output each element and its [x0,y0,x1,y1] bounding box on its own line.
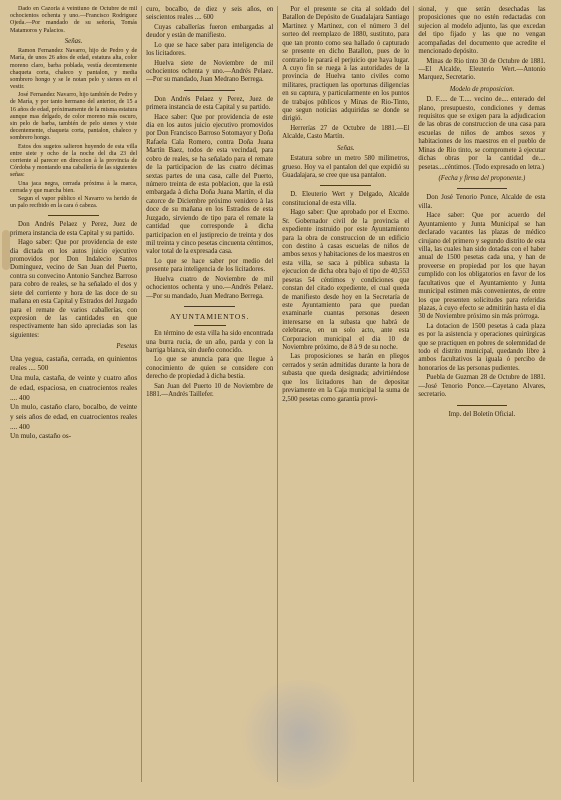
margin-mark [2,230,10,270]
notice-heading: D. Eleuterio Wert y Delgado, Alcalde constitucional de esta villa. [282,191,410,207]
items-list [10,355,137,442]
notice-body: La dotacion de 1500 pesetas à cada plaza es por la asistencia y operaciones quirúrgicas que se practiquen en pobres de solemnidad de todo el distrito municipal, quedando libre à ambos facultativos la iguala ó percibo de honorarios de las personas pudientes. [418,322,546,372]
column-rule [413,6,414,782]
list-item: Una yegua, castaña, cerrada, en quinientos reales .... 500 [10,354,138,373]
signature-note: (Fecha y firma del proponente.) [438,175,526,183]
list-item: Un mulo, castaño os- [10,432,72,441]
section-title: AYUNTAMIENTOS. [169,311,250,321]
notice-body: Hace saber: Que por providencia de este dia en los autos juicio ejecutivo promovidos por Don Francisco Barroso Sotomayor y Doña Rafaela Cala Romero, contra Doña Juana Martín Baez, todos de esta vecindad, para cobro de reales, se ha señalado para el remate de la participacion de las cuatro décimas sextas partes de una casa, calle del Puerto, número treinta de esta poblacion, que la està embargada à dicha Doña Juana Martín, el dia catorce de Diciembre próximo venidero à las doce de su mañana en los Estrados de esta Juzgado, sirviendo de tipo para el remate la cantidad que corresponde à dicha participacion en el justiprecio de treinta y dos mil treinta y cinco pesetas cincuenta céntimos, valor total de la expresada casa. [146,113,274,256]
list-item: Una mula, castaña, de veinte y cuatro años de edad, espaciosa, en cuatrocientos reales .... 400 [10,374,138,402]
columns [10,6,551,782]
notice-signature: Huelva cuatro de Noviembre de mil ochocientos ochenta y uno.—Andrés Pelaez.—Por su mandado, Juan Medrano Berrega. [146,275,274,300]
notice-body: Hago saber: Que por providencia de este dia dictada en los autos juicio ejecutivo promovidos por Don Indalecio Santos Dominguez, vecino de San Juan del Puerto, contra su convecino Antonio Sanchez Barroso para cobro de reales, se ha señalado el dos y siete del corriente y hora de las doce de su mañana en esta Capital y Estrados del Juzgado para el remate de varios caballerías, con expresion de las cantidades en que respectivamente han sido apreciadas son las siguientes: [10,239,138,339]
divider [457,188,508,189]
column-rule [141,6,142,782]
list-item: Un mulo, castaño claro, bocalbo, de veinte y seis años de edad, en cuatrocientos reales .... 400 [10,403,138,431]
notice-signature: Huelva siete de Noviembre de mil ochocientos ochenta y uno.—Andrés Pelaez.—Por su mandado, Juan Medrano Berrega. [146,59,274,84]
divider [457,405,508,406]
column-2 [146,6,273,782]
senas-heading: Señas. [64,37,83,45]
model-heading: Modelo de proposicion. [449,85,515,93]
divider [48,215,99,216]
notice-signature: San Juan del Puerto 10 de Noviembre de 1881.—Andrés Taillefer. [146,382,274,399]
notice-signature: Herrerías 27 de Octubre de 1881.—El Alcalde, Casto Martín. [282,124,410,141]
description-paragraph: Estos dos sugetos salieron huyendo de esta villa entre siete y ocho de la noche del dia 23 del corriente al parecer en direccion à la provincia de Córdoba y montando una caballería de las siguientes señas: [10,143,138,179]
notice-heading: Don José Tenorio Ponce, Alcalde de esta villa. [418,194,546,210]
intro-paragraph: Dado en Cazorla à veintiuno de Octubre de mil ochocientos ochenta y uno.—Francisco Rodriguez Ojeda.—Por mandado de su señoría, Tomás Matamoros y Palacios. [10,6,138,34]
column-1 [10,6,137,782]
notice-body: D. F..... de T..... vecino de.... enterado del plano, presupuesto, condiciones y demas requisitos que se exigen para la adjudicacion de las obras de construccion de una casa para escuelas de niños de ambos sexos y habitaciones de los maestros en el pueblo de Minas de Rio tinto, se compromete à ejecutar dichas obras por la cantidad de.... pesetas....céntimos. (Todo expresado en letra.) [418,96,546,171]
divider [320,185,371,186]
notice-body: Hago saber: Que aprobado por el Excmo. Sr. Gobernador civil de la provincia el expediente instruido por este Ayuntamiento para la obra de construccion de un edificio con destino à casas escuelas de niños de ambos sexos y habitaciones de los maestros en esta villa, se saca à pública subasta la ejecucion de dicha obra bajo el tipo de 40,553 pesetas 54 céntimos y condiciones que constan del citado expediente, el cual queda de manifiesto desde hoy en la Secretaría de este Ayuntamiento para que puedan examinarle cuantas personas deseen interesarse en la subasta que habrá de celebrarse, en un solo acto, ante esta Corporacion municipal el dia 10 de Noviembre próximo, de 8 à 9 de su noche. [282,209,410,352]
notice-body: En término de esta villa ha sido encontrada una burra rucia, de un año, parda y con la barriga blanca, sin dueño conocido. [146,330,274,355]
divider [184,306,235,307]
divider [194,325,226,326]
imprint: Imp. del Boletín Oficial. [448,410,516,418]
notice-heading: Don Andrés Pelaez y Perez, Juez de primera instancia de esta Capital y su partido. [146,95,274,112]
notice-signature: Minas de Rio tinto 30 de Octubre de 1881.—El Alcalde, Eleuterio Wert.—Antonio Marquez, Secretario. [418,57,546,82]
notice-heading: Don Andrés Pelaez y Perez, Juez de primera instancia de esta Capital y su partido. [10,221,138,237]
notice-body: Lo que se anuncia para que llegue à conocimiento de quien se considere con derecho de propiedad à dicha bestia. [146,356,274,381]
notice-body: curo, bocalbo, de diez y seis años, en seiscientos reales .... 600 [146,6,274,22]
notice-signature: Puebla de Guzman 28 de Octubre de 1881.—José Tenorio Ponce.—Cayetano Alvares, secretario. [418,374,546,399]
description-paragraph: Ramon Fernandez Navarro, hijo de Pedro y de María, de unos 26 años de edad, estatura alta, color moreno claro, barba poblada, vestía decentemente chaqueta corta, chaleco y pantalon, y media sombrero hongo y se le notan pelo y sienes en el vestir. [10,48,138,91]
description-paragraph: José Fernandez Navarro, hijo también de Pedro y de María, y por tanto hermano del anterior, de 15 a 16 años de edad, próximamente de la misma estatura aunque mas delgado, de color moreno más oscuro, sin pelo de barba, también de pelo sienes y viste decentemente, chaqueta corta, pantalon, chaleco y sombrero hongo. [10,92,138,142]
notice-body: Lo que se hace saber por medio del presente para inteligencia de los licitadores. [146,257,274,274]
notice-body: Hace saber: Que por acuerdo del Ayuntamiento y Junta Municipal se han declarado vacantes las plazas de médico cirujano del primero y segundo distrito de esta villa, las cuales han sido dotadas con el haber anual de 1500 pesetas cada una, y han de proveerse en propiedad por los que hayan cumplido con los obligatorios en favor de los facultativos que el Ayuntamiento y Junta municipal estimen más convenientes, de entre los que presenten solicitudes para referidas plazas, à cuyo efecto se admitirán hasta el dia 30 de Noviembre próximo sin más prórroga. [418,212,546,321]
column-rule [277,6,278,782]
description-paragraph: Una jaca negra, cerrada próxima à la marca, cerrada y que marcha bien. [10,180,138,194]
notice-body: Las proposiciones se harán en pliegos cerrados y serán admitidas durante la hora de subasta que queda designada; advirtiéndose que los licitadores han de depositar previamente en la Caja municipal la suma de 2,500 pesetas como garantía provi- [282,353,410,403]
notice-body: sional, y que serán desechadas las proposiciones que no estén redactadas con sujecion al modelo adjunto, las que excedan del tipo fijado y las que no vengan acompañadas del documento que acredite el mencionado depósito. [418,6,546,56]
senas-heading: Señas. [337,144,355,152]
column-4 [418,6,545,782]
pesetas-header: Pesetas [116,343,138,351]
divider [184,90,235,91]
column-3 [282,6,409,782]
notice-body: Por el presente se cita al soldado del Batallon de Depósito de Guadalajara Santiago Martinez y Martinez, con el número 3 del sorteo del reemplazo de 1880, sustituto, para que tan pronto como sea hallado ó capturado se presente en dicho Batallon, pues de lo contrario le parará el perjuicio que haya lugar. A cuyo fin se ruega à las autoridades de la provincia de Huelva tanto civiles como militares, practiquen las oportunas diligencias en su captura, y particularmente en los puntos de trabajos públicos y Minas de Rio-Tinto, que segun noticias adquiridas se donde se dirigió. [282,6,410,123]
notice-body: Lo que se hace saber para inteligencia de los licitadores. [146,41,274,58]
notice-body: Cuyas caballerías fueron embargadas al deudor y estàn de manifiesto. [146,23,274,40]
notice-body: Estatura sobre un metro 580 milímetros, grueso. Hoy va el pantalon del que expidió su Guadalajara, se cree que usa pantalon. [282,155,410,180]
description-paragraph: Segun el vapor público el Navarro va herido de un palo recibido en la cara ó cabeza. [10,195,138,210]
